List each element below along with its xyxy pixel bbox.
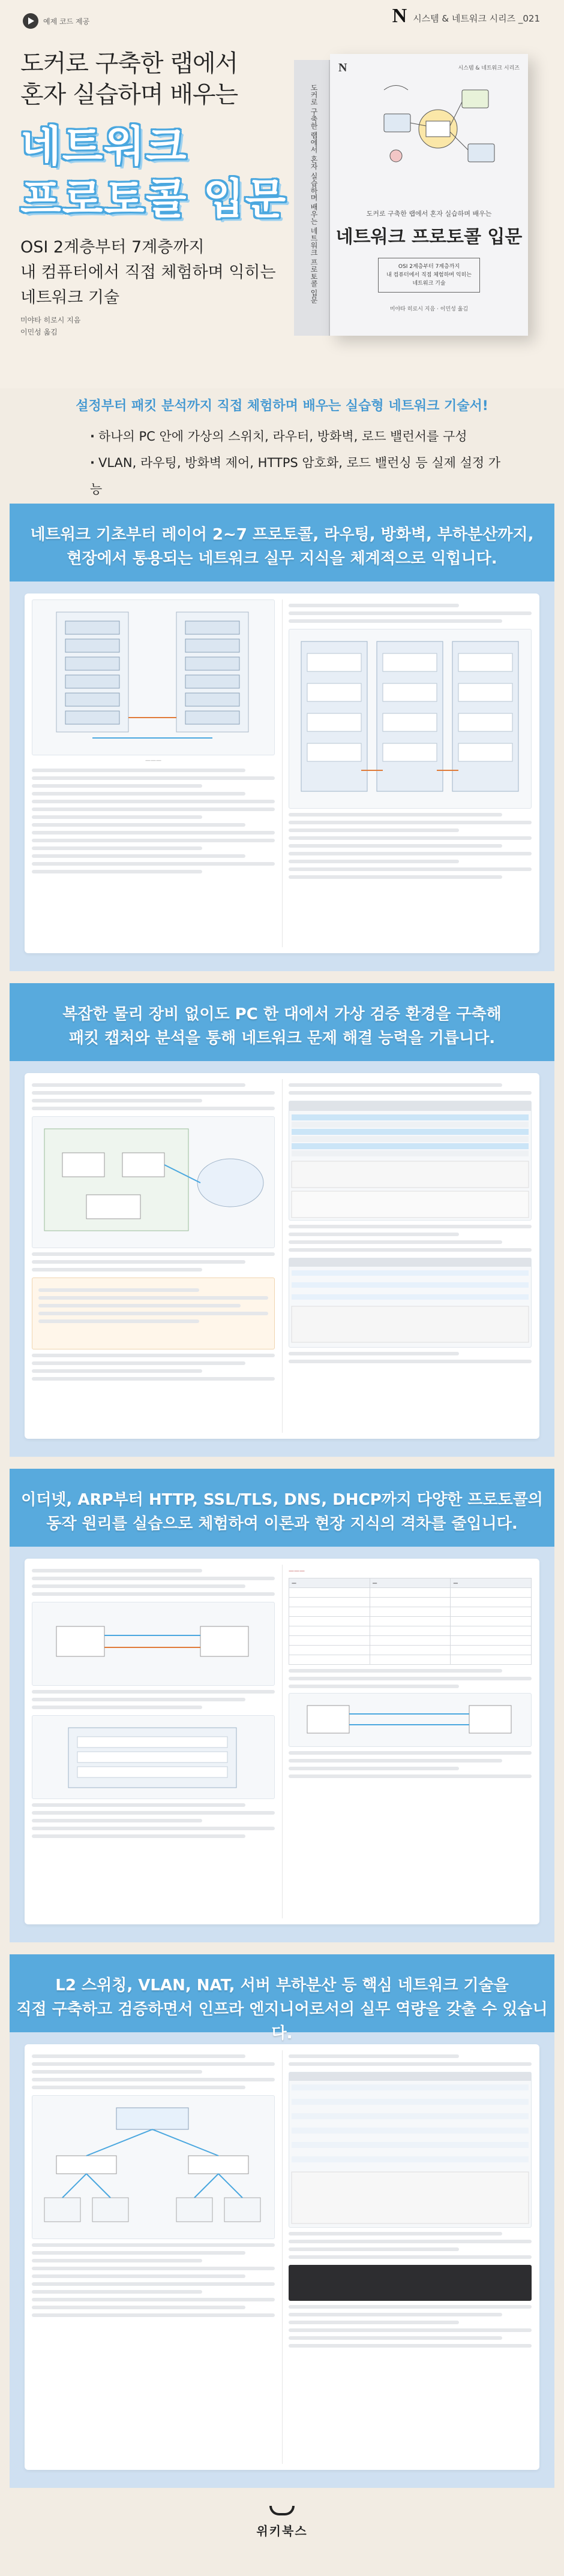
subtitle-line: 도커로 구축한 랩에서 [20,50,238,77]
translator: 이민성 옮김 [20,328,58,336]
cover-authors: 미야타 히로시 지음 · 이민성 옮김 [389,306,469,312]
terminal-code-block [289,2265,532,2301]
publisher-logo-icon [269,2506,295,2515]
cover-series: 시스템 & 네트워크 시리즈 [458,65,520,71]
tagline-line: 네트워크 기술 [20,288,120,307]
section-heading: 복잡한 물리 장비 없이도 PC 한 대에서 가상 검증 환경을 구축해 패킷 캡처와 분석을 통해 네트워크 문제 해결 능력을 기릅니다. [62,1005,502,1047]
book-spine [294,60,330,336]
cover-logo: N [338,61,347,74]
section-heading: 이더넷, ARP부터 HTTP, SSL/TLS, DNS, DHCP까지 다양한 프로토콜의 동작 원리를 실습으로 체험하여 이론과 현장 지식의 격차를 줄입니다. [21,1491,543,1533]
tagline-line: OSI 2계층부터 7계층까지 [20,238,205,257]
series-name: 시스템 & 네트워크 시리즈 _021 [413,13,540,24]
hero-header [0,0,564,388]
arp-diagram-figure [32,1602,275,1686]
lab-topology-figure [32,1116,275,1248]
spine-title: 도커로 구축한 랩에서 혼자 실습하며 배우는 네트워크 프로토콜 입문 [310,84,318,304]
title-line: 프로토콜 입문 [20,174,287,224]
sample-page-preview [25,1073,539,1439]
tagline-line: 내 컴퓨터에서 직접 체험하며 익히는 [20,263,276,282]
network-diagram-figure [32,599,275,755]
example-code-badge [23,13,89,29]
highlights-title: 설정부터 패킷 분석까지 직접 체험하며 배우는 실습형 네트워크 기술서! [76,399,488,414]
note-box [32,1278,275,1349]
book-front-cover [330,54,528,336]
cover-tagline-box [378,258,480,293]
packet-capture-screenshot [289,1101,532,1221]
feature-section-4 [10,1954,554,2488]
author: 미야타 히로시 지음 [20,316,81,324]
arp-table-figure [32,1715,275,1799]
book-tagline [20,235,276,311]
book-subtitle [20,48,238,110]
feature-section-1 [10,504,554,971]
cover-illustration [372,78,504,180]
publisher-logo [0,2506,564,2539]
badge-label: 예제 코드 제공 [43,17,90,26]
book-title [20,120,287,225]
section-heading: 네트워크 기초부터 레이어 2~7 프로토콜, 라우팅, 방화벽, 부하분산까지, 현장에서 통용되는 네트워크 실무 지식을 체계적으로 익힙니다. [30,526,534,568]
series-label [392,6,540,26]
play-icon [23,13,38,29]
cover-tagline-line: 네트워크 기술 [412,281,446,287]
sample-page-preview: ——— — — — [25,1559,539,1924]
highlight-item: · VLAN, 라우팅, 방화벽 제어, HTTPS 암호화, 로드 밸런싱 등 실제 설정 가능 [90,456,501,496]
packet-detail-screenshot [289,1258,532,1348]
series-logo: N [392,5,407,27]
subtitle-line: 혼자 실습하며 배우는 [20,81,238,109]
section-heading-bar [10,504,554,582]
config-screenshot [289,2072,532,2228]
feature-section-2 [10,983,554,1457]
cover-tagline-line: 내 컴퓨터에서 직접 체험하며 익히는 [386,272,472,278]
section-heading-bar [10,1469,554,1547]
sample-page-preview [25,2044,539,2470]
feature-section-3 [10,1469,554,1942]
vlan-diagram-figure [32,2095,275,2239]
publisher-name: 위키북스 [256,2524,308,2538]
cover-subtitle: 도커로 구축한 랩에서 혼자 실습하며 배우는 [366,210,492,218]
highlight-item: · 하나의 PC 안에 가상의 스위치, 라우터, 방화벽, 로드 밸런서를 구성 [90,429,467,444]
title-line: 네트워크 [20,122,188,171]
protocol-table: — — — [289,1578,532,1665]
section-heading: L2 스위칭, VLAN, NAT, 서버 부하분산 등 핵심 네트워크 기술을 직접 구축하고 검증하면서 인프라 엔지니어로서의 실무 역량을 갖출 수 있습니다. [16,1977,548,2042]
cover-title: 네트워크 프로토콜 입문 [335,227,523,248]
section-heading-bar [10,1954,554,2042]
cover-tagline-line: OSI 2계층부터 7계층까지 [398,264,460,270]
layer-diagram-figure [289,629,532,809]
sample-page-preview: ——— [25,593,539,953]
book-cover-mockup [294,54,528,336]
dhcp-diagram-figure [289,1693,532,1747]
book-authors [20,314,80,338]
section-heading-bar [10,983,554,1061]
